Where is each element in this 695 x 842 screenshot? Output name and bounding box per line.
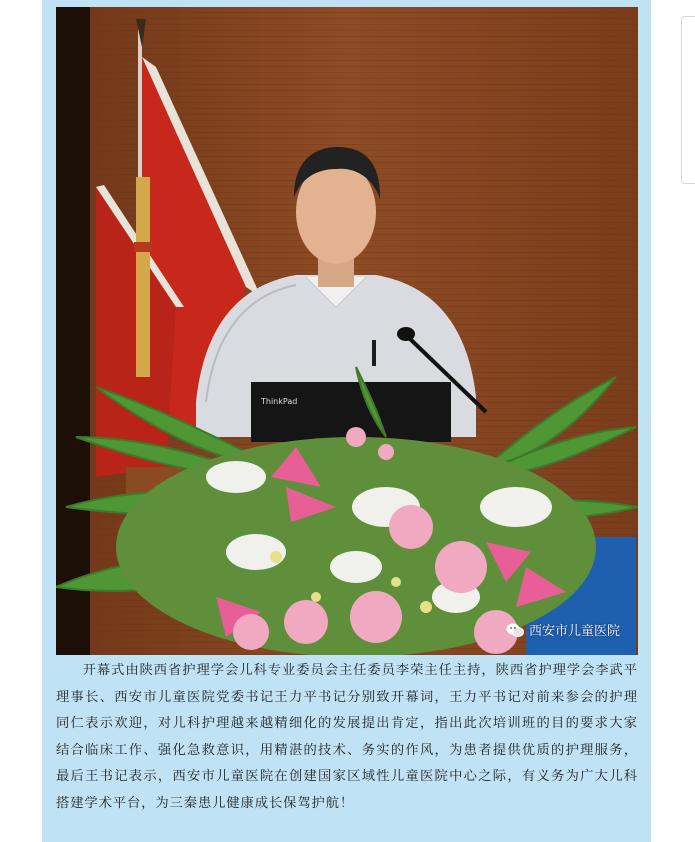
watermark (506, 620, 620, 639)
article-caption: 开幕式由陕西省护理学会儿科专业委员会主任委员李荣主任主持，陕西省护理学会李武平理事长、西安市儿童医院党委书记王力平书记分别致开幕词，王力平书记对前来参会的护理同仁表示欢迎，对儿科护理越来越精细化的发展提出肯定，指出此次培训班的目的要求大家结合临床工作、强化急救意识，用精湛的技术、务实的作风，为患者提供优质的护理服务，最后王书记表示，西安市儿童医院在创建国家区域性儿童医院中心之际，有义务为广大儿科搭建学术平台，为三秦患儿健康成长保驾护航！ (56, 663, 638, 811)
laptop-brand-label: ThinkPad (261, 397, 298, 406)
speaker-photo-illustration (56, 7, 638, 655)
speaker-photo (56, 7, 638, 655)
floating-side-widget[interactable] (681, 16, 695, 184)
dark-pillar (56, 7, 90, 655)
watermark-label: 西安市儿童医院 (528, 624, 620, 639)
wechat-icon (506, 623, 524, 637)
